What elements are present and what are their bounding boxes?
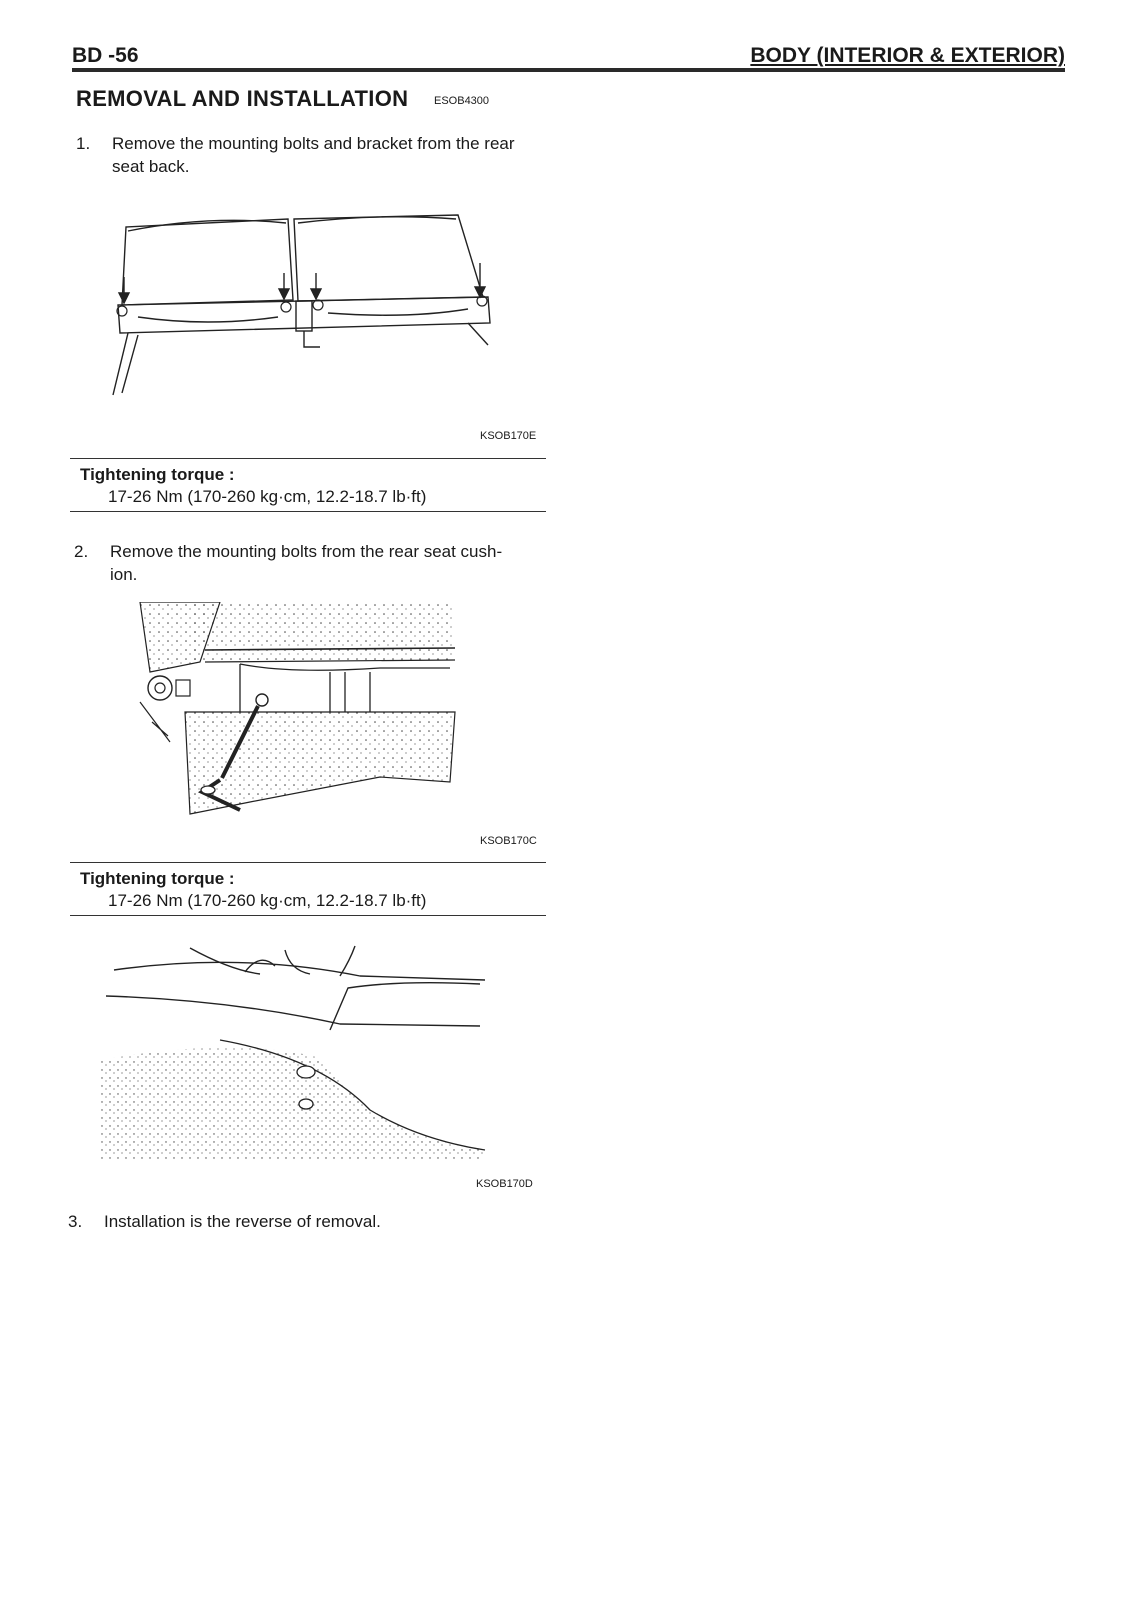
step-number: 3.	[68, 1212, 83, 1231]
step-text-line2: seat back.	[112, 157, 190, 176]
figure-caption: KSOB170C	[480, 835, 537, 847]
figure-caption: KSOB170E	[480, 430, 537, 442]
torque-label: Tightening torque :	[80, 869, 235, 888]
step-text-line1: Remove the mounting bolts from the rear seat cush-	[110, 542, 503, 561]
section-title: BODY (INTERIOR & EXTERIOR)	[750, 44, 1065, 67]
figure-rear-seat-back	[108, 205, 498, 405]
step-3	[68, 1210, 548, 1234]
step-number: 2.	[74, 542, 89, 561]
step-2	[74, 540, 554, 588]
header-rule	[72, 68, 1065, 72]
torque-spec-box	[70, 458, 546, 512]
torque-value: 17-26 Nm (170-260 kg·cm, 12.2-18.7 lb·ft)	[108, 487, 427, 506]
step-text-line1: Remove the mounting bolts and bracket from the rear	[112, 134, 515, 153]
seat-cushion-illustration	[130, 602, 460, 818]
torque-value: 17-26 Nm (170-260 kg·cm, 12.2-18.7 lb·ft)	[108, 891, 427, 910]
seat-back-illustration	[108, 205, 498, 405]
section-code: ESOB4300	[434, 95, 490, 107]
step-text-line2: ion.	[110, 565, 138, 584]
torque-spec-box	[70, 862, 546, 916]
figure-caption: KSOB170D	[476, 1178, 533, 1190]
step-text-line1: Installation is the reverse of removal.	[104, 1212, 381, 1231]
step-1	[76, 132, 556, 180]
page-title: REMOVAL AND INSTALLATION	[76, 86, 409, 111]
figure-seat-floor-mount	[100, 940, 500, 1160]
floor-mount-illustration	[100, 940, 500, 1160]
page-number: BD -56	[72, 44, 139, 67]
figure-rear-seat-cushion	[130, 602, 460, 818]
torque-label: Tightening torque :	[80, 465, 235, 484]
step-number: 1.	[76, 134, 91, 153]
